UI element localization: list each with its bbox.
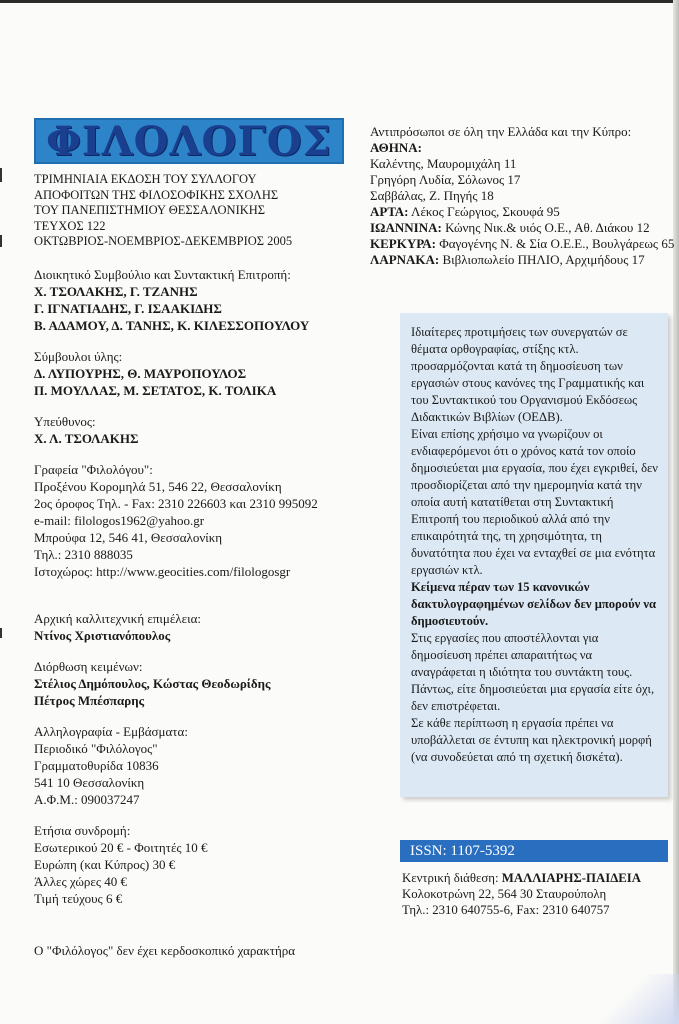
athens-rep: Καλέντης, Μαυρομιχάλη 11 bbox=[370, 156, 517, 171]
magazine-logo bbox=[34, 118, 344, 164]
advisors-names: Δ. ΛΥΠΟΥΡΗΣ, Θ. ΜΑΥΡΟΠΟΥΛΟΣ bbox=[34, 365, 247, 381]
page-right-edge bbox=[673, 0, 679, 1024]
subscription-line: Ευρώπη (και Κύπρος) 30 € bbox=[34, 856, 176, 872]
issue-period: ΟΚΤΩΒΡΙΟΣ-ΝΟΕΜΒΡΙΟΣ-ΔΕΚΕΜΒΡΙΟΣ 2005 bbox=[34, 234, 293, 248]
correspondence-block bbox=[34, 723, 369, 808]
correspondence-label: Αλληλογραφία - Εμβάσματα: bbox=[34, 723, 188, 739]
email-link[interactable]: e-mail: filologos1962@yahoo.gr bbox=[34, 512, 205, 528]
subscription-block bbox=[34, 822, 369, 907]
notice-paragraph: Σε κάθε περίπτωση η εργασία πρέπει να υποβάλλεται σε έντυπη και ηλεκτρονική μορφή (να συνοδεύεται από τη σχετική δισκέτα). bbox=[411, 716, 652, 764]
distribution-name: ΜΑΛΛΙΑΡΗΣ-ΠΑΙΔΕΙΑ bbox=[501, 871, 641, 885]
nonprofit-note: Ο "Φιλόλογος" δεν έχει κερδοσκοπικό χαρακτήρα bbox=[34, 943, 296, 958]
responsible-block bbox=[34, 413, 369, 447]
office-line: Μπρούφα 12, 546 41, Θεσσαλονίκη bbox=[34, 529, 223, 545]
responsible-name: Χ. Λ. ΤΣΟΛΑΚΗΣ bbox=[34, 430, 139, 446]
scan-mark bbox=[0, 168, 2, 182]
city-rep: Βιβλιοπωλείο ΠΗΛΙΟ, Αρχιμήδους 17 bbox=[442, 252, 645, 267]
board-label: Διοικητικό Συμβούλιο και Συντακτική Επιτροπή: bbox=[34, 266, 291, 282]
city-rep: Κώνης Νικ.& υιός Ο.Ε., Αθ. Διάκου 12 bbox=[445, 220, 650, 235]
athens-rep: Γρηγόρη Λυδία, Σόλωνος 17 bbox=[370, 172, 521, 187]
correspondence-line: Περιοδικό "Φιλόλογος" bbox=[34, 740, 158, 756]
website-link[interactable]: Ιστοχώρος: http://www.geocities.com/filologosgr bbox=[34, 563, 291, 579]
notice-paragraph: Πάντως, είτε δημοσιεύεται μια εργασία είτε όχι, δεν επιστρέφεται. bbox=[411, 682, 655, 713]
issue-number: ΤΕΥΧΟΣ 122 bbox=[34, 218, 106, 233]
page-top-edge bbox=[0, 0, 679, 3]
correspondence-line: Γραμματοθυρίδα 10836 bbox=[34, 757, 159, 773]
subscription-line: Άλλες χώρες 40 € bbox=[34, 873, 127, 889]
board-names: Γ. ΙΓΝΑΤΙΑΔΗΣ, Γ. ΙΣΑΑΚΙΔΗΣ bbox=[34, 300, 222, 316]
proofreading-block bbox=[34, 658, 369, 709]
masthead-line: ΤΟΥ ΠΑΝΕΠΙΣΤΗΜΙΟΥ ΘΕΣΣΑΛΟΝΙΚΗΣ bbox=[34, 203, 266, 217]
responsible-label: Υπεύθυνος: bbox=[34, 413, 96, 429]
subscription-line: Τιμή τεύχους 6 € bbox=[34, 890, 123, 906]
notice-paragraph: Ιδιαίτερες προτιμήσεις των συνεργατών σε θέματα ορθογραφίας, στίξης κτλ. προσαρμόζονται κατά τη δημοσίευση των εργασιών στους κανόνες της Γραμματικής και του Συντακτικού του Οργανισμού Εκδόσεως Διδακτικών Βιβλίων (ΟΕΔΒ). bbox=[411, 325, 645, 424]
city-label: ΚΕΡΚΥΡΑ: bbox=[370, 236, 436, 251]
offices-label: Γραφεία "Φιλολόγου": bbox=[34, 461, 153, 477]
distribution-address: Κολοκοτρώνη 22, 564 30 Σταυρούπολη bbox=[402, 887, 607, 901]
representatives-block bbox=[370, 124, 675, 268]
logo-text: ΦΙΛΟΛΟΓΟΣ bbox=[46, 117, 332, 165]
city-label-athens: ΑΘΗΝΑ: bbox=[370, 140, 422, 155]
distribution-row bbox=[402, 870, 672, 886]
masthead-line: ΤΡΙΜΗΝΙΑΙΑ ΕΚΔΟΣΗ ΤΟΥ ΣΥΛΛΟΓΟΥ bbox=[34, 172, 257, 186]
city-rep-row bbox=[370, 204, 670, 220]
proofreading-names: Στέλιος Δημόπουλος, Κώστας Θεοδωρίδης bbox=[34, 675, 271, 691]
submission-notice-box bbox=[400, 313, 668, 797]
scan-mark bbox=[0, 235, 2, 247]
art-direction-block bbox=[34, 610, 369, 644]
city-rep: Φαγογένης Ν. & Σία Ο.Ε.Ε., Βουλγάρεως 65 bbox=[439, 236, 675, 251]
city-label: ΑΡΤΑ: bbox=[370, 204, 409, 219]
issn-banner: ISSN: 1107-5392 bbox=[400, 840, 668, 862]
offices-block bbox=[34, 461, 369, 580]
board-block bbox=[34, 266, 369, 334]
advisors-names: Π. ΜΟΥΛΛΑΣ, Μ. ΣΕΤΑΤΟΣ, Κ. ΤΟΛΙΚΑ bbox=[34, 382, 277, 398]
advisors-block bbox=[34, 348, 369, 399]
notice-paragraph: Στις εργασίες που αποστέλλονται για δημοσίευση πρέπει απαραιτήτως να αναγράφεται η ιδιότητα του συντάκτη τους. bbox=[411, 631, 633, 679]
board-names: Χ. ΤΣΟΛΑΚΗΣ, Γ. ΤΖΑΝΗΣ bbox=[34, 283, 198, 299]
correspondence-line: 541 10 Θεσσαλονίκη bbox=[34, 774, 145, 790]
representatives-intro: Αντιπρόσωποι σε όλη την Ελλάδα και την Κύπρο: bbox=[370, 124, 632, 139]
city-label: ΛΑΡΝΑΚΑ: bbox=[370, 252, 440, 267]
distribution-label: Κεντρική διάθεση: bbox=[402, 871, 499, 885]
proofreading-label: Διόρθωση κειμένων: bbox=[34, 658, 143, 674]
athens-rep: Σαββάλας, Ζ. Πηγής 18 bbox=[370, 188, 494, 203]
art-direction-label: Αρχική καλλιτεχνική επιμέλεια: bbox=[34, 610, 201, 626]
masthead bbox=[34, 172, 369, 250]
board-names: Β. ΑΔΑΜΟΥ, Δ. ΤΑΝΗΣ, Κ. ΚΙΛΕΣΣΟΠΟΥΛΟΥ bbox=[34, 317, 310, 333]
city-rep-row bbox=[370, 236, 675, 252]
office-line: Προξένου Κορομηλά 51, 546 22, Θεσσαλονίκη bbox=[34, 478, 282, 494]
advisors-label: Σύμβουλοι ύλης: bbox=[34, 348, 123, 364]
city-rep-row bbox=[370, 252, 670, 268]
masthead-line: ΑΠΟΦΟΙΤΩΝ ΤΗΣ ΦΙΛΟΣΟΦΙΚΗΣ ΣΧΟΛΗΣ bbox=[34, 187, 279, 202]
notice-paragraph: Είναι επίσης χρήσιμο να γνωρίζουν οι ενδιαφερόμενοι ότι ο χρόνος κατά τον οποίο δημοσιεύεται μια εργασία, που έχει εγκριθεί, δεν προσδιορίζεται από την ημερομηνία κατά την οποία αυτή κατατίθεται στη Συντακτική Επιτροπή του περιοδικού αλλά από την επικαιρότητά της, τη χρησιμότητα, τη δυνατότητα που έχει να ενταχθεί σε μια ενότητα εργασιών κτλ. bbox=[411, 427, 658, 577]
distribution-block bbox=[402, 870, 672, 918]
page-corner-shade bbox=[589, 974, 679, 1024]
city-rep: Λέκος Γεώργιος, Σκουφά 95 bbox=[411, 204, 560, 219]
scan-mark bbox=[0, 628, 2, 638]
distribution-phone: Τηλ.: 2310 640755-6, Fax: 2310 640757 bbox=[402, 903, 610, 917]
notice-length-limit: Κείμενα πέραν των 15 κανονικών δακτυλογραφημένων σελίδων δεν μπορούν να δημοσιευτούν. bbox=[411, 580, 657, 628]
subscription-line: Εσωτερικού 20 € - Φοιτητές 10 € bbox=[34, 839, 208, 855]
colophon-column bbox=[34, 118, 369, 907]
tax-id: Α.Φ.Μ.: 090037247 bbox=[34, 791, 140, 807]
proofreading-names: Πέτρος Μπέσπαρης bbox=[34, 692, 145, 708]
subscription-label: Ετήσια συνδρομή: bbox=[34, 822, 131, 838]
city-rep-row bbox=[370, 220, 670, 236]
office-line: Τηλ.: 2310 888035 bbox=[34, 546, 133, 562]
office-line: 2ος όροφος Τηλ. - Fax: 2310 226603 και 2310 995092 bbox=[34, 495, 318, 511]
city-label: ΙΩΑΝΝΙΝΑ: bbox=[370, 220, 442, 235]
art-direction-name: Ντίνος Χριστιανόπουλος bbox=[34, 627, 171, 643]
